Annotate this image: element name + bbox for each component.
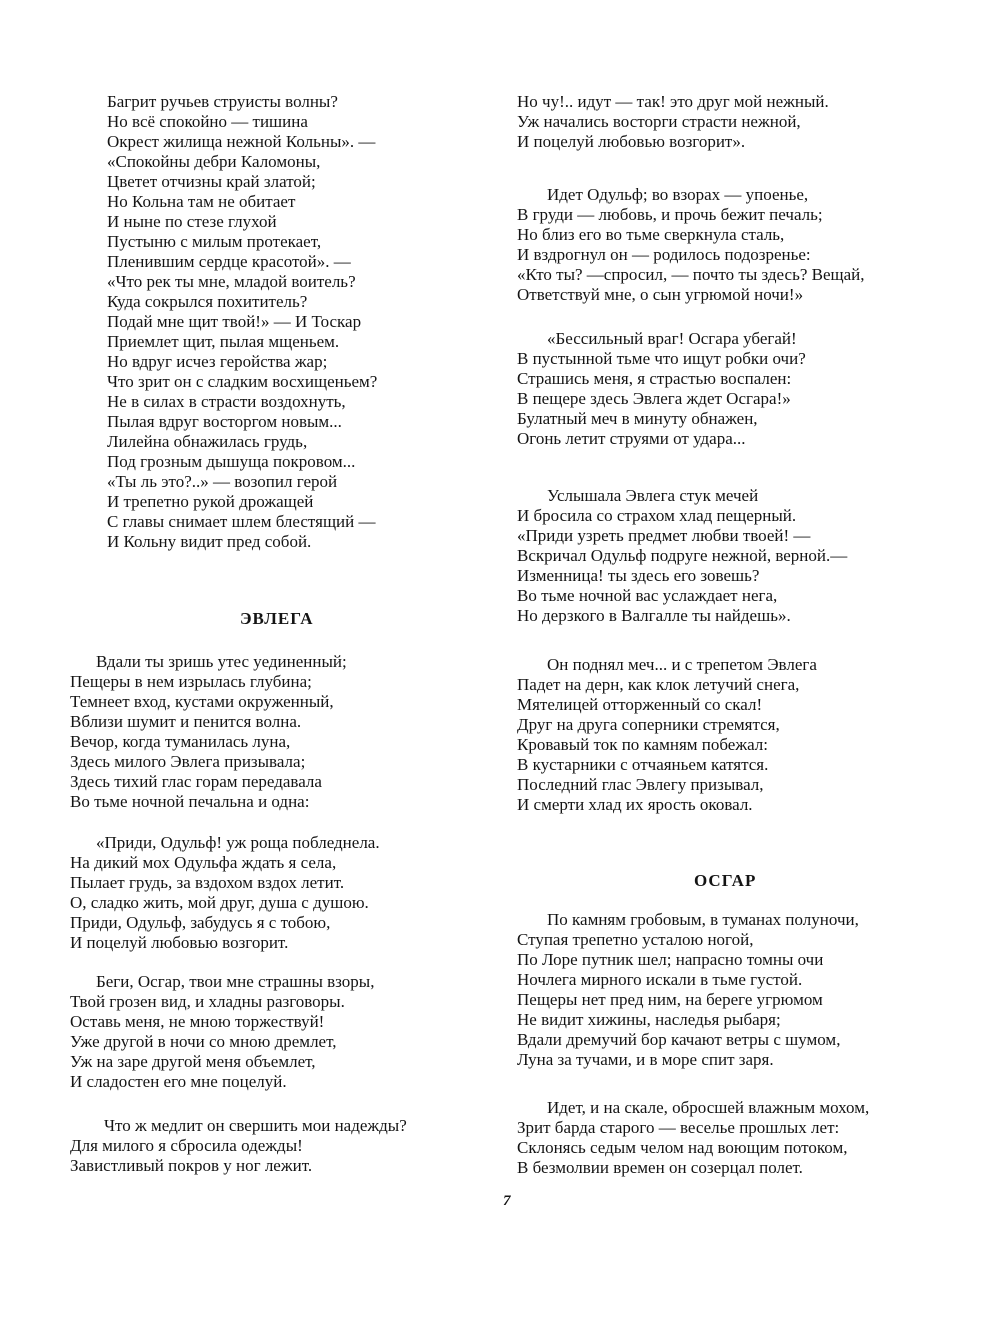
verse-line: Но вдруг исчез геройства жар; (107, 352, 328, 371)
verse-line: Ответствуй мне, о сын угрюмой ночи!» (517, 285, 804, 304)
verse-line: Вблизи шумит и пенится волна. (70, 712, 302, 731)
verse-line: Друг на друга соперники стремятся, (517, 715, 780, 734)
verse-line: Идет Одульф; во взорах — упоенье, (547, 185, 809, 204)
verse-line: И смерти хлад их ярость оковал. (517, 795, 753, 814)
page-number: 7 (503, 1193, 511, 1209)
verse-line: По Лоре путник шел; напрасно томны очи (517, 950, 824, 969)
verse-line: Идет, и на скале, обросшей влажным мохом, (547, 1098, 870, 1117)
verse-line: Пылает грудь, за вздохом вздох летит. (70, 873, 345, 892)
verse-line: Падет на дерн, как клок летучий снега, (517, 675, 800, 694)
verse-line: Пещеры в нем изрылась глубина; (70, 672, 312, 691)
verse-line: Но дерзкого в Валгалле ты найдешь». (517, 606, 791, 625)
verse-line: «Ты ль это?..» — возопил герой (107, 472, 338, 491)
verse-line: Не видит хижины, наследья рыбаря; (517, 1010, 781, 1029)
verse-line: «Приди, Одульф! уж роща побледнела. (96, 833, 380, 852)
verse-line: Но всё спокойно — тишина (107, 112, 308, 131)
verse-line: Окрест жилища нежной Кольны». — (107, 132, 376, 151)
verse-line: Ночлега мирного искали в тьме густой. (517, 970, 803, 989)
verse-line: Оставь меня, не мною торжествуй! (70, 1012, 325, 1031)
verse-line: Во тьме ночной печальна и одна: (70, 792, 310, 811)
verse-line: Багрит ручьев струисты волны? (107, 92, 338, 111)
verse-line: Кровавый ток по камням побежал: (517, 735, 768, 754)
verse-line: И трепетно рукой дрожащей (107, 492, 314, 511)
verse-line: Страшись меня, я страстью воспален: (517, 369, 792, 388)
verse-line: Мятелицей отторженный со скал! (517, 695, 763, 714)
verse-line: Беги, Осгар, твои мне страшны взоры, (96, 972, 375, 991)
verse-line: Вдали дремучий бор качают ветры с шумом, (517, 1030, 841, 1049)
verse-line: Для милого я сбросила одежды! (70, 1136, 303, 1155)
verse-line: Во тьме ночной вас услаждает нега, (517, 586, 778, 605)
verse-line: Огонь летит струями от удара... (517, 429, 746, 448)
verse-line: По камням гробовым, в туманах полуночи, (547, 910, 859, 929)
verse-line: «Бессильный враг! Осгара убегай! (547, 329, 797, 348)
verse-line: В пещере здесь Эвлега ждет Осгара!» (517, 389, 791, 408)
verse-line: Что ж медлит он свершить мои надежды? (104, 1116, 407, 1135)
verse-line: О, сладко жить, мой друг, душа с душою. (70, 893, 369, 912)
verse-line: В пустынной тьме что ищут робки очи? (517, 349, 806, 368)
verse-line: Темнеет вход, кустами окруженный, (70, 692, 334, 711)
verse-line: Твой грозен вид, и хладны разговоры. (70, 992, 345, 1011)
verse-line: И бросила со страхом хлад пещерный. (517, 506, 797, 525)
verse-line: Но близ его во тьме сверкнула сталь, (517, 225, 785, 244)
verse-line: Услышала Эвлега стук мечей (547, 486, 759, 505)
verse-line: Цветет отчизны край златой; (107, 172, 316, 191)
verse-line: И вздрогнул он — родилось подозренье: (517, 245, 811, 264)
verse-line: «Приди узреть предмет любви твоей! — (517, 526, 811, 545)
poem-title: ОСГАР (694, 871, 757, 890)
verse-line: Он поднял меч... и с трепетом Эвлега (547, 655, 817, 674)
verse-line: Пылая вдруг восторгом новым... (107, 412, 342, 431)
verse-line: Приемлет щит, пылая мщеньем. (107, 332, 340, 351)
verse-line: В безмолвии времен он созерцал полет. (517, 1158, 803, 1177)
verse-line: Но Кольна там не обитает (107, 192, 296, 211)
verse-line: Вечор, когда туманилась луна, (70, 732, 291, 751)
verse-line: В кустарники с отчаяньем катятся. (517, 755, 769, 774)
verse-line: Под грозным дышуща покровом... (107, 452, 356, 471)
verse-line: «Кто ты? —спросил, — почто ты здесь? Вещай, (517, 265, 865, 284)
verse-line: Вскричал Одульф подруге нежной, верной.— (517, 546, 848, 565)
verse-line: Луна за тучами, и в море спит заря. (517, 1050, 774, 1069)
verse-line: Но чу!.. идут — так! это друг мой нежный. (517, 92, 829, 111)
verse-line: В груди — любовь, и прочь бежит печаль; (517, 205, 823, 224)
verse-line: И поцелуй любовью возгорит». (517, 132, 746, 151)
verse-line: Здесь тихий глас горам передавала (70, 772, 322, 791)
verse-line: Пустыню с милым протекает, (107, 232, 322, 251)
verse-line: Не в силах в страсти воздохнуть, (107, 392, 346, 411)
verse-line: На дикий мох Одульфа ждать я села, (70, 853, 337, 872)
verse-line: Что зрит он с сладким восхищеньем? (107, 372, 378, 391)
verse-line: И Кольну видит пред собой. (107, 532, 312, 551)
verse-line: Склонясь седым челом над воющим потоком, (517, 1138, 848, 1157)
verse-line: Пещеры нет пред ним, на береге угрюмом (517, 990, 823, 1009)
verse-line: Уж начались восторги страсти нежной, (517, 112, 801, 131)
verse-line: И ныне по стезе глухой (107, 212, 277, 231)
verse-line: Зрит барда старого — веселье прошлых лет: (517, 1118, 840, 1137)
verse-line: Приди, Одульф, забудусь я с тобою, (70, 913, 331, 932)
verse-line: Ступая трепетно усталою ногой, (517, 930, 754, 949)
verse-line: Здесь милого Эвлега призывала; (70, 752, 306, 771)
verse-line: Пленившим сердце красотой». — (107, 252, 351, 271)
verse-line: Куда сокрылся похититель? (107, 292, 308, 311)
verse-line: Подай мне щит твой!» — И Тоскар (107, 312, 362, 331)
verse-line: Изменница! ты здесь его зовешь? (517, 566, 760, 585)
verse-line: «Спокойны дебри Каломоны, (107, 152, 321, 171)
poem-title: ЭВЛЕГА (240, 609, 314, 628)
verse-line: Вдали ты зришь утес уединенный; (96, 652, 347, 671)
verse-line: И поцелуй любовью возгорит. (70, 933, 289, 952)
verse-line: И сладостен его мне поцелуй. (70, 1072, 287, 1091)
verse-line: Лилейна обнажилась грудь, (107, 432, 308, 451)
verse-line: «Что рек ты мне, младой воитель? (107, 272, 356, 291)
verse-line: Уже другой в ночи со мною дремлет, (70, 1032, 337, 1051)
verse-line: Завистливый покров у ног лежит. (70, 1156, 313, 1175)
verse-line: Булатный меч в минуту обнажен, (517, 409, 758, 428)
verse-line: Уж на заре другой меня объемлет, (70, 1052, 316, 1071)
verse-line: Последний глас Эвлегу призывал, (517, 775, 764, 794)
verse-line: С главы снимает шлем блестящий — (107, 512, 376, 531)
